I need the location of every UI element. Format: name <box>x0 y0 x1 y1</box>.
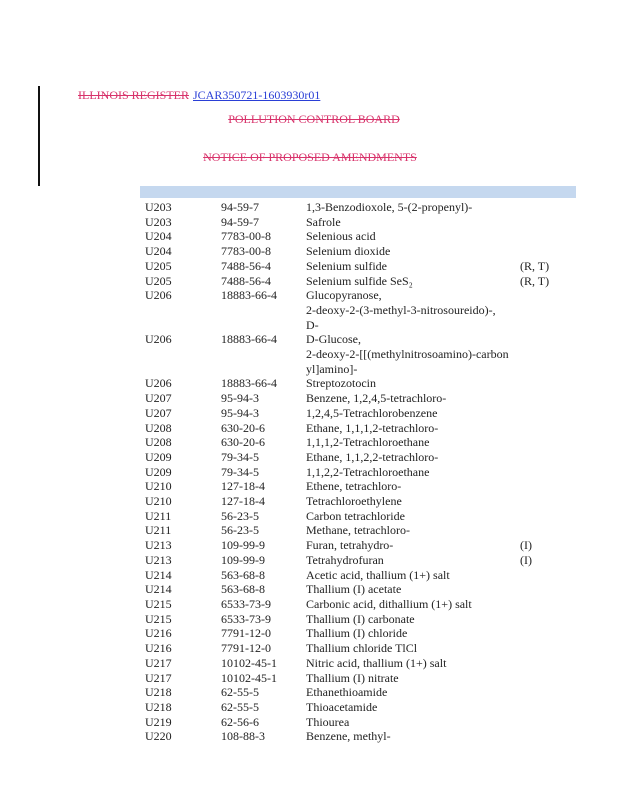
substance-name <box>306 391 520 406</box>
hazard-code <box>520 568 565 583</box>
substance-name <box>306 612 520 627</box>
waste-code: U210 <box>145 494 172 509</box>
substance-name <box>306 509 520 524</box>
cas-number: 62-55-5 <box>221 685 259 700</box>
substance-name-line: D-Glucose, <box>306 332 361 347</box>
table-row <box>145 641 565 656</box>
substance-name <box>306 568 520 583</box>
change-bar <box>38 86 40 186</box>
table-row <box>145 656 565 671</box>
table-row <box>145 244 565 259</box>
table-row <box>145 435 565 450</box>
substance-name-line: 2-deoxy-2-(3-methyl-3-nitrosoureido)-, <box>306 302 496 317</box>
cas-number: 6533-73-9 <box>221 596 271 611</box>
table-row <box>145 391 565 406</box>
substance-name-line: Streptozotocin <box>306 376 376 391</box>
table-header-band <box>140 186 576 198</box>
substance-name-line: Ethane, 1,1,2,2-tetrachloro- <box>306 449 439 464</box>
hazard-code <box>520 391 565 406</box>
substance-name-line: Selenium sulfide SeS₂ <box>306 273 413 288</box>
table-row <box>145 568 565 583</box>
substance-name-line: Methane, tetrachloro- <box>306 523 410 538</box>
hazard-code <box>520 509 565 524</box>
hazard-code <box>520 700 565 715</box>
substance-name <box>306 597 520 612</box>
hazard-code <box>520 582 565 597</box>
substance-name-line: Ethene, tetrachloro- <box>306 479 402 494</box>
hazard-code: (R, T) <box>520 258 550 273</box>
substance-name-line: Thallium (I) nitrate <box>306 670 399 685</box>
hazard-code <box>520 626 565 641</box>
table-row <box>145 421 565 436</box>
substance-name <box>306 259 520 274</box>
substance-name-line: Ethanethioamide <box>306 685 388 700</box>
waste-code: U203 <box>145 200 172 214</box>
table-row <box>145 700 565 715</box>
table-row <box>145 479 565 494</box>
register-header <box>78 88 320 103</box>
hazard-code <box>520 612 565 627</box>
substance-name-line: Selenium sulfide <box>306 258 387 273</box>
substance-name-line: Thallium chloride TlCl <box>306 641 418 656</box>
table-row <box>145 288 565 332</box>
substance-name <box>306 582 520 597</box>
substance-name <box>306 656 520 671</box>
substance-name <box>306 288 520 332</box>
substance-name <box>306 685 520 700</box>
hazard-code <box>520 597 565 612</box>
waste-code: U217 <box>145 655 172 670</box>
waste-code: U204 <box>145 229 172 244</box>
substance-name <box>306 494 520 509</box>
waste-code: U219 <box>145 714 172 729</box>
substance-name <box>306 244 520 259</box>
substance-name <box>306 274 520 289</box>
cas-number: 18883-66-4 <box>221 332 277 347</box>
substance-name <box>306 376 520 391</box>
hazard-code <box>520 715 565 730</box>
hazard-code <box>520 288 565 332</box>
waste-code: U207 <box>145 391 172 406</box>
substance-name <box>306 450 520 465</box>
table-row <box>145 729 565 744</box>
substance-name-line: Acetic acid, thallium (1+) salt <box>306 567 450 582</box>
hazard-code <box>520 332 565 376</box>
waste-code: U218 <box>145 699 172 714</box>
board-title: POLLUTION CONTROL BOARD <box>228 112 400 126</box>
hazard-code <box>520 229 565 244</box>
cas-number: 18883-66-4 <box>221 288 277 303</box>
waste-code: U206 <box>145 332 172 347</box>
table-row <box>145 597 565 612</box>
substance-name-line: Selenium dioxide <box>306 244 391 259</box>
cas-number: 6533-73-9 <box>221 611 271 626</box>
cas-number: 79-34-5 <box>221 449 259 464</box>
cas-number: 127-18-4 <box>221 494 265 509</box>
hazard-code <box>520 421 565 436</box>
substance-name-line: 1,3-Benzodioxole, 5-(2-propenyl)- <box>306 200 473 214</box>
substance-name-line: Tetrahydrofuran <box>306 552 384 567</box>
substance-name <box>306 479 520 494</box>
waste-code: U211 <box>145 523 172 538</box>
cas-number: 95-94-3 <box>221 391 259 406</box>
table-row <box>145 215 565 230</box>
substance-name-line: Thioacetamide <box>306 699 378 714</box>
substance-name-line: Thiourea <box>306 714 350 729</box>
cas-number: 10102-45-1 <box>221 670 277 685</box>
table-row <box>145 582 565 597</box>
hazard-code: (I) <box>520 538 532 553</box>
table-row <box>145 332 565 376</box>
substance-name-line: yl]amino]- <box>306 361 358 376</box>
hazard-code <box>520 200 565 215</box>
waste-code: U206 <box>145 376 172 391</box>
cas-number: 563-68-8 <box>221 582 265 597</box>
waste-code: U215 <box>145 611 172 626</box>
cas-number: 10102-45-1 <box>221 655 277 670</box>
table-row <box>145 376 565 391</box>
waste-code: U204 <box>145 244 172 259</box>
waste-code: U206 <box>145 288 172 303</box>
table-row <box>145 274 565 289</box>
waste-code: U209 <box>145 464 172 479</box>
cas-number: 56-23-5 <box>221 523 259 538</box>
substance-name-line: Glucopyranose, <box>306 288 382 303</box>
waste-code: U210 <box>145 479 172 494</box>
hazard-code: (I) <box>520 552 532 567</box>
cas-number: 630-20-6 <box>221 435 265 450</box>
table-row <box>145 494 565 509</box>
cas-number: 18883-66-4 <box>221 376 277 391</box>
table-row <box>145 685 565 700</box>
waste-code: U213 <box>145 552 172 567</box>
cas-number: 94-59-7 <box>221 200 259 214</box>
substance-name <box>306 435 520 450</box>
cas-number: 109-99-9 <box>221 538 265 553</box>
cas-number: 94-59-7 <box>221 214 259 229</box>
hazard-code <box>520 376 565 391</box>
cas-number: 108-88-3 <box>221 729 265 744</box>
table-row <box>145 229 565 244</box>
substance-name <box>306 729 520 744</box>
cas-number: 7488-56-4 <box>221 273 271 288</box>
substance-name <box>306 641 520 656</box>
substance-name <box>306 200 520 215</box>
cas-number: 62-55-5 <box>221 699 259 714</box>
substance-name-line: 1,1,2,2-Tetrachloroethane <box>306 464 430 479</box>
substance-name-line: Selenious acid <box>306 229 376 244</box>
substance-name-line: 2-deoxy-2-[[(methylnitrosoamino)-carbon <box>306 347 509 362</box>
waste-code: U205 <box>145 258 172 273</box>
cas-number: 56-23-5 <box>221 508 259 523</box>
hazard-code <box>520 244 565 259</box>
substance-name-line: Carbonic acid, dithallium (1+) salt <box>306 596 472 611</box>
waste-code: U209 <box>145 449 172 464</box>
waste-code: U207 <box>145 405 172 420</box>
substance-name-line: Thallium (I) chloride <box>306 626 408 641</box>
waste-code: U216 <box>145 626 172 641</box>
substance-name <box>306 671 520 686</box>
waste-code: U214 <box>145 567 172 582</box>
waste-code: U205 <box>145 273 172 288</box>
substance-name <box>306 626 520 641</box>
table-row <box>145 450 565 465</box>
table-row <box>145 509 565 524</box>
substance-name <box>306 700 520 715</box>
waste-code: U217 <box>145 670 172 685</box>
cas-number: 127-18-4 <box>221 479 265 494</box>
waste-code: U215 <box>145 596 172 611</box>
table-row <box>145 715 565 730</box>
substance-name-line: Benzene, methyl- <box>306 729 391 744</box>
table-row <box>145 406 565 421</box>
substance-name-line: Thallium (I) acetate <box>306 582 402 597</box>
substance-name-line: Furan, tetrahydro- <box>306 538 394 553</box>
substance-name-line: D- <box>306 317 319 332</box>
hazard-code <box>520 685 565 700</box>
substance-name-line: 1,2,4,5-Tetrachlorobenzene <box>306 405 438 420</box>
substance-name <box>306 332 520 376</box>
substance-name <box>306 523 520 538</box>
waste-code: U208 <box>145 420 172 435</box>
hazard-code <box>520 435 565 450</box>
hazard-code <box>520 406 565 421</box>
substance-name-line: Safrole <box>306 214 341 229</box>
table-row <box>145 523 565 538</box>
cas-number: 79-34-5 <box>221 464 259 479</box>
waste-code: U203 <box>145 214 172 229</box>
table-row <box>145 259 565 274</box>
cas-number: 109-99-9 <box>221 552 265 567</box>
substance-name <box>306 465 520 480</box>
cas-number: 95-94-3 <box>221 405 259 420</box>
waste-code: U216 <box>145 641 172 656</box>
substance-name-line: Nitric acid, thallium (1+) salt <box>306 655 447 670</box>
substance-name-line: 1,1,1,2-Tetrachloroethane <box>306 435 430 450</box>
substance-name <box>306 715 520 730</box>
table-row <box>145 671 565 686</box>
register-inserted-text: JCAR350721-1603930r01 <box>193 88 321 102</box>
table-row <box>145 626 565 641</box>
hazard-code <box>520 523 565 538</box>
table-row <box>145 200 565 215</box>
table-row <box>145 553 565 568</box>
substance-name-line: Benzene, 1,2,4,5-tetrachloro- <box>306 391 447 406</box>
substance-name <box>306 553 520 568</box>
substance-name <box>306 229 520 244</box>
waste-code: U218 <box>145 685 172 700</box>
waste-code: U214 <box>145 582 172 597</box>
hazard-code <box>520 494 565 509</box>
cas-number: 7488-56-4 <box>221 258 271 273</box>
table-row <box>145 538 565 553</box>
hazard-code <box>520 465 565 480</box>
cas-number: 630-20-6 <box>221 420 265 435</box>
cas-number: 7783-00-8 <box>221 229 271 244</box>
hazard-code: (R, T) <box>520 273 550 288</box>
hazard-code <box>520 656 565 671</box>
hazard-code <box>520 671 565 686</box>
cas-number: 7791-12-0 <box>221 626 271 641</box>
substance-name-line: Thallium (I) carbonate <box>306 611 415 626</box>
waste-code: U211 <box>145 508 172 523</box>
waste-code: U213 <box>145 538 172 553</box>
substance-name <box>306 421 520 436</box>
substance-name-line: Carbon tetrachloride <box>306 508 405 523</box>
waste-code: U220 <box>145 729 172 744</box>
cas-number: 7783-00-8 <box>221 244 271 259</box>
hazard-code <box>520 641 565 656</box>
substance-name <box>306 215 520 230</box>
hazard-code <box>520 450 565 465</box>
hazard-code <box>520 729 565 744</box>
hazardous-waste-table <box>145 200 565 744</box>
register-struck-text: ILLINOIS REGISTER <box>78 88 189 102</box>
cas-number: 62-56-6 <box>221 714 259 729</box>
cas-number: 563-68-8 <box>221 567 265 582</box>
table-row <box>145 465 565 480</box>
substance-name <box>306 406 520 421</box>
hazard-code <box>520 215 565 230</box>
table-row <box>145 612 565 627</box>
substance-name-line: Tetrachloroethylene <box>306 494 402 509</box>
waste-code: U208 <box>145 435 172 450</box>
hazard-code <box>520 479 565 494</box>
substance-name-line: Ethane, 1,1,1,2-tetrachloro- <box>306 420 439 435</box>
substance-name <box>306 538 520 553</box>
cas-number: 7791-12-0 <box>221 641 271 656</box>
notice-title: NOTICE OF PROPOSED AMENDMENTS <box>203 150 417 164</box>
